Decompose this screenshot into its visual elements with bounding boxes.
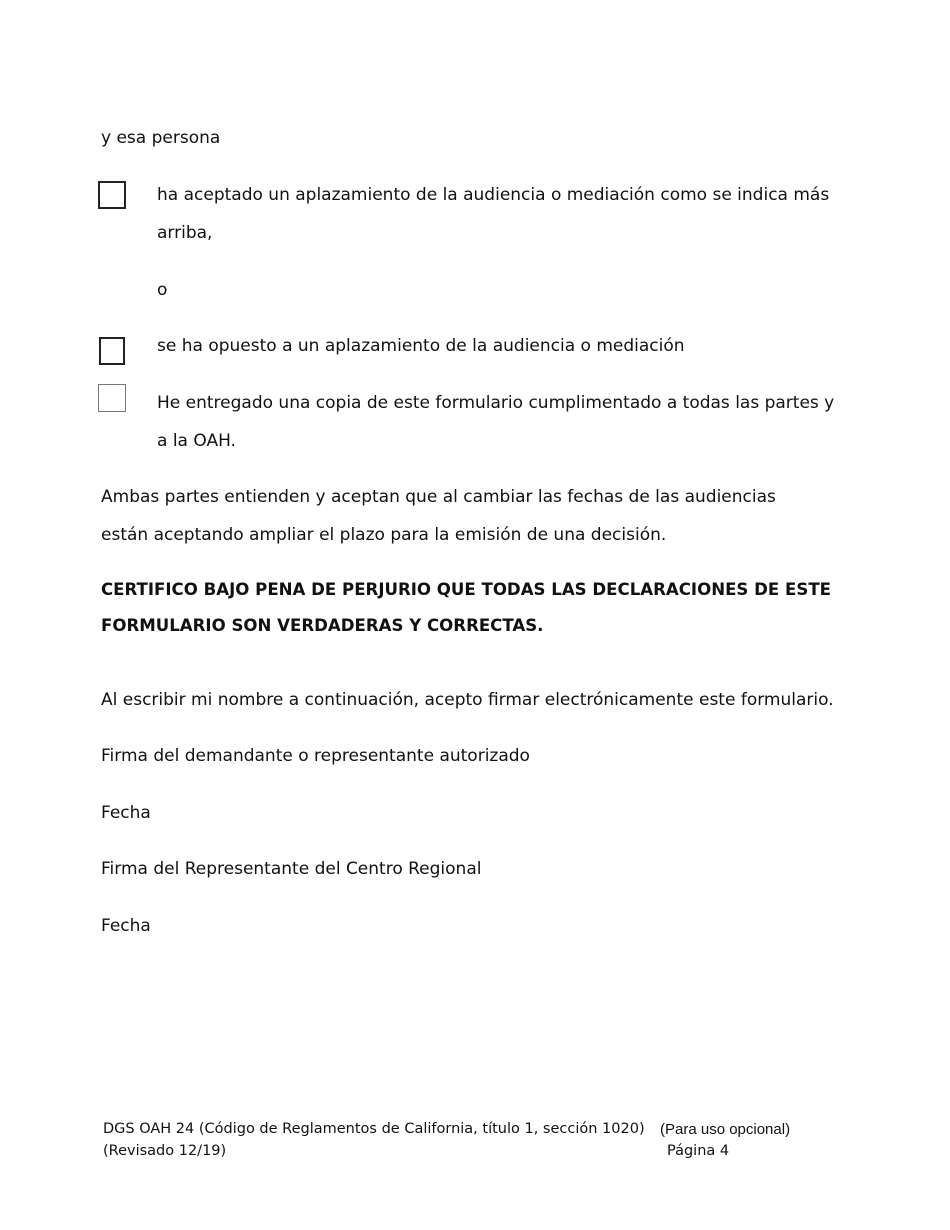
or-separator: o <box>157 280 168 300</box>
perjury-certification: CERTIFICO BAJO PENA DE PERJURIO QUE TODAS LAS DECLARACIONES DE ESTE FORMULARIO SON VERDADERAS Y CORRECTAS. <box>101 580 831 635</box>
agreement-paragraph: Ambas partes entienden y aceptan que al cambiar las fechas de las audiencias están aceptando ampliar el plazo para la emisión de una decisión. <box>101 487 776 545</box>
opposed-postponement-label: se ha opuesto a un aplazamiento de la audiencia o mediación <box>157 336 685 356</box>
regional-center-date-label: Fecha <box>101 916 151 936</box>
served-copy-label: He entregado una copia de este formulario cumplimentado a todas las partes y a la OAH. <box>157 393 835 451</box>
accepted-postponement-label: ha aceptado un aplazamiento de la audiencia o mediación como se indica más arriba, <box>157 185 830 243</box>
intro-text: y esa persona <box>101 128 221 148</box>
claimant-signature-label: Firma del demandante o representante autorizado <box>101 746 530 766</box>
served-copy-checkbox[interactable] <box>98 384 126 412</box>
regional-center-signature-label: Firma del Representante del Centro Regional <box>101 859 482 879</box>
footer-page-number: Página 4 <box>667 1143 730 1159</box>
esign-statement: Al escribir mi nombre a continuación, acepto firmar electrónicamente este formulario. <box>101 690 834 710</box>
accepted-postponement-checkbox[interactable] <box>98 181 126 209</box>
footer-revision: (Revisado 12/19) <box>103 1143 227 1159</box>
footer-form-id: DGS OAH 24 (Código de Reglamentos de California, título 1, sección 1020) <box>103 1121 645 1137</box>
claimant-date-label: Fecha <box>101 803 151 823</box>
opposed-postponement-checkbox[interactable] <box>99 337 125 365</box>
footer-optional-use: (Para uso opcional) <box>660 1121 791 1138</box>
